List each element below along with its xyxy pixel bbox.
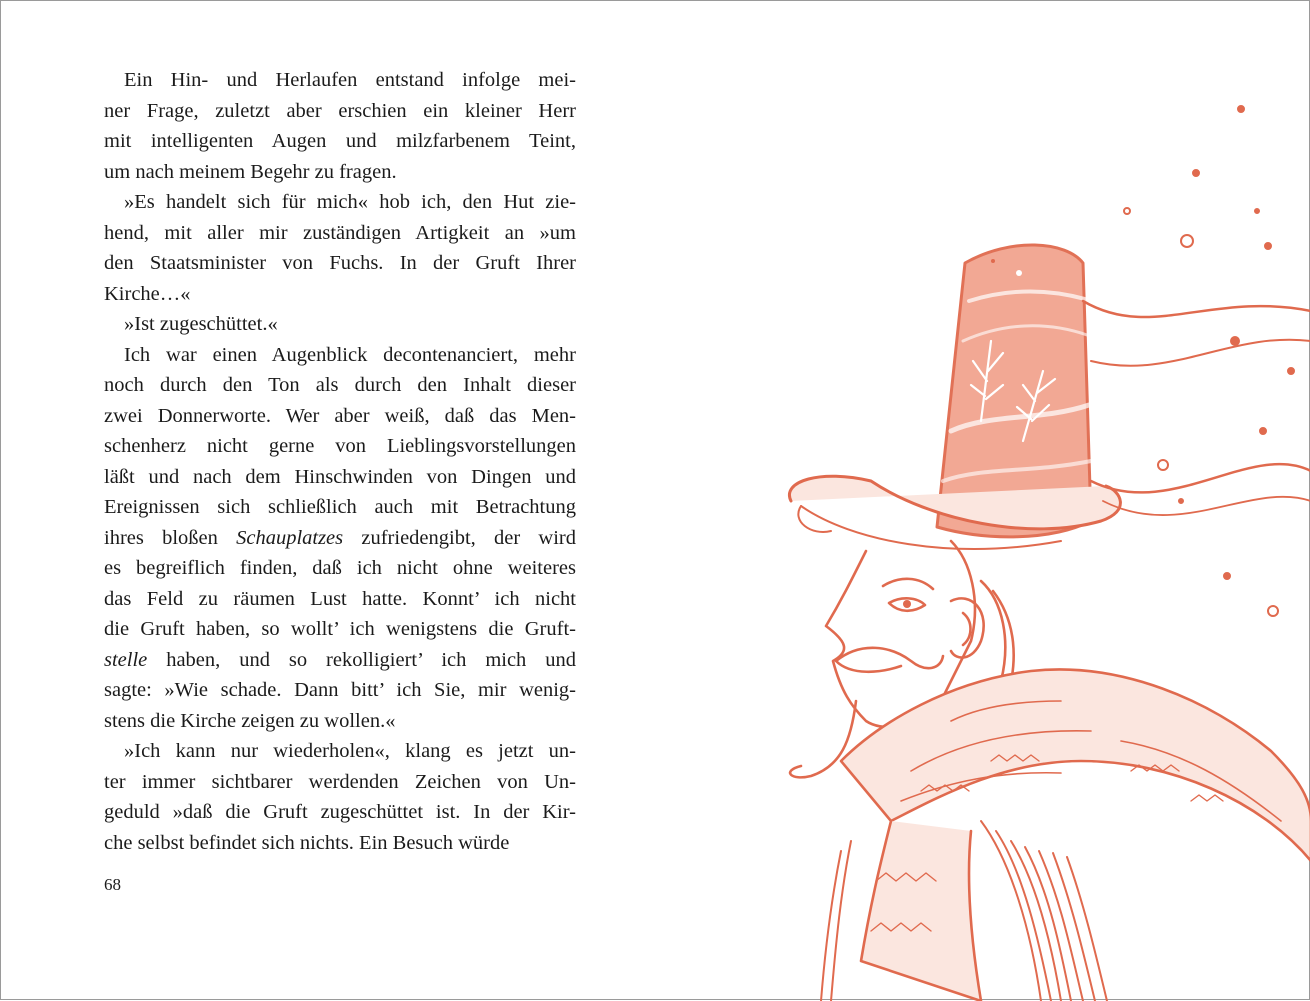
text-line: Ereignissen sich schließlich auch mit Betrachtung (104, 496, 576, 518)
text-line: zwei Donnerworte. Wer aber weiß, daß das Men- (104, 404, 576, 427)
top-hat-man-illustration (651, 1, 1310, 1001)
paragraph (104, 309, 576, 340)
text-line: sagte: »Wie schade. Dann bitt’ ich Sie, mir wenig- (104, 679, 576, 701)
hat-streamer (1083, 301, 1310, 317)
text-line: noch durch den Ton als durch den Inhalt dieser (104, 374, 576, 396)
text-line (104, 645, 576, 676)
text-line: »Ist zugeschüttet.« (124, 313, 278, 335)
text-line: den Staatsminister von Fuchs. In der Gruft Ihrer (104, 252, 576, 274)
scarf-illustration (841, 669, 1310, 1001)
text-line: »Ich kann nur wiederholen«, klang es jetzt un- (124, 740, 576, 762)
text-line: schenherz nicht gerne von Lieblingsvorstellungen (104, 435, 576, 457)
page-number: 68 (104, 875, 121, 894)
text-line: ter immer sichtbarer werdenden Zeichen von Un- (104, 770, 576, 793)
text-segment: zufriedengibt, der wird (343, 526, 576, 549)
moustache (836, 648, 943, 672)
text-line: um nach meinem Begehr zu fragen. (104, 160, 397, 183)
text-segment: ihres bloßen (104, 526, 237, 549)
text-line: che selbst befindet sich nichts. Ein Besuch würde (104, 831, 510, 854)
text-block (104, 65, 576, 858)
text-line (104, 523, 576, 554)
paragraph (104, 187, 576, 309)
text-line: ner Frage, zuletzt aber erschien ein kleiner Herr (104, 99, 576, 122)
paragraph (104, 340, 576, 737)
text-line: Ich war einen Augenblick decontenanciert, mehr (124, 343, 576, 366)
paragraph (104, 65, 576, 187)
italic-word: Schauplatzes (236, 526, 344, 549)
falling-dots (1124, 106, 1294, 616)
hat-illustration (789, 245, 1310, 549)
text-line: mit intelligenten Augen und milzfarbenem Teint, (104, 130, 576, 152)
italic-word: stelle (104, 648, 148, 671)
text-line: Ein Hin- und Herlaufen entstand infolge mei- (124, 69, 576, 91)
text-segment: haben, und so rekolligiert’ ich mich und (147, 648, 576, 671)
text-line: läßt und nach dem Hinschwinden von Dingen und (104, 465, 576, 488)
text-line: es begreiflich finden, daß ich nicht ohne weiteres (104, 557, 576, 579)
text-line: die Gruft haben, so wollt’ ich wenigstens die Gruft- (104, 618, 576, 640)
text-line: das Feld zu räumen Lust hatte. Konnt’ ich nicht (104, 587, 576, 610)
text-line: stens die Kirche zeigen zu wollen.« (104, 709, 396, 732)
text-line: Kirche…« (104, 282, 191, 305)
text-line: hend, mit aller mir zuständigen Artigkeit an »um (104, 221, 576, 244)
paragraph (104, 736, 576, 858)
right-page (651, 1, 1310, 1001)
left-page (1, 1, 651, 1001)
text-line: »Es handelt sich für mich« hob ich, den Hut zie- (124, 191, 576, 213)
text-line: geduld »daß die Gruft zugeschüttet ist. In der Kir- (104, 801, 576, 823)
